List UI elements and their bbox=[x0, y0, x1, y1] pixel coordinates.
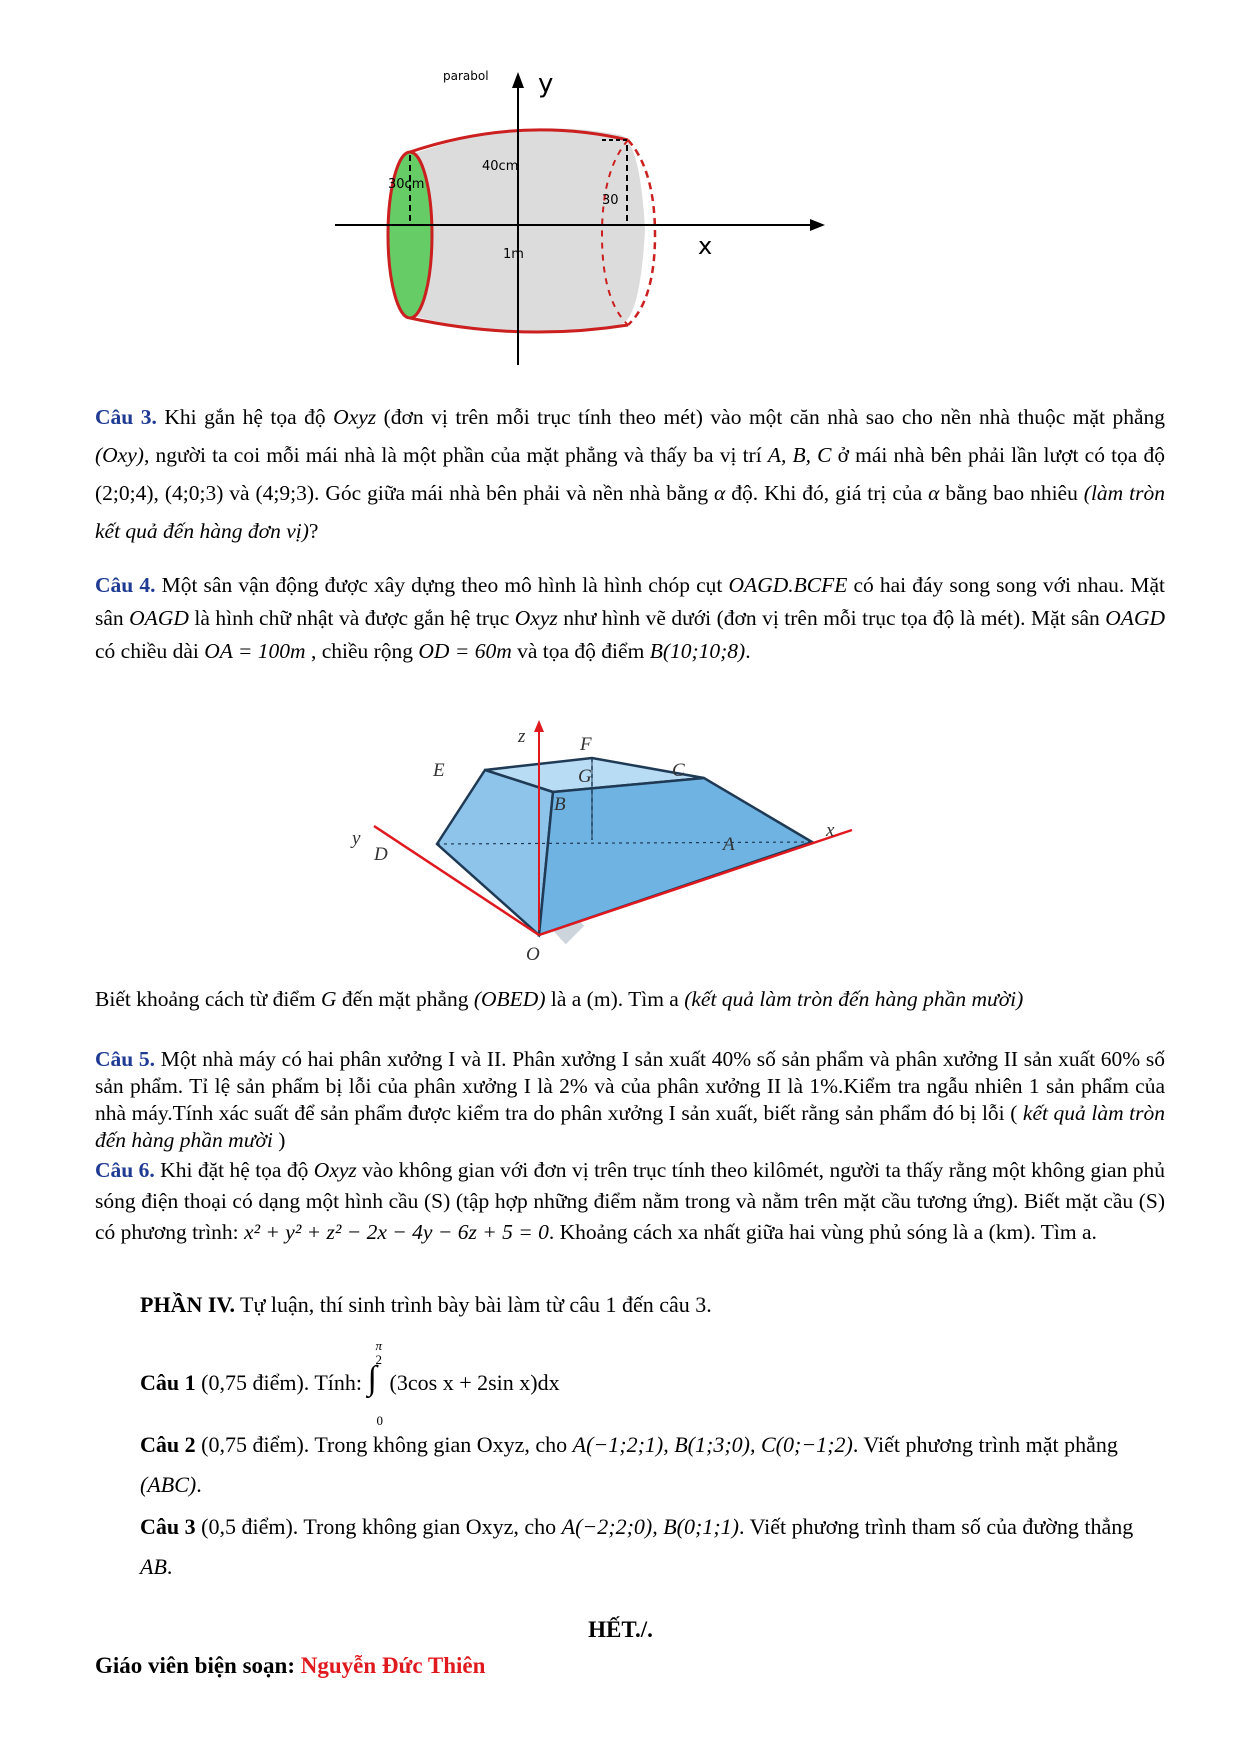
q4-base: OAGD bbox=[129, 606, 189, 630]
y-label: y bbox=[352, 828, 361, 849]
left-face bbox=[437, 770, 553, 935]
q3-text-5: . Góc giữa mái nhà bên phải và nền nhà bằng bbox=[314, 481, 715, 505]
q4-text-3: là hình chữ nhật và được gắn hệ trục bbox=[188, 606, 515, 630]
essay-2-label: Câu 2 bbox=[140, 1432, 196, 1457]
z-label: z bbox=[518, 726, 526, 747]
essay-3-text-3: . bbox=[166, 1554, 173, 1579]
q5-note: kết quả làm tròn đến hàng phần mười bbox=[95, 1101, 1165, 1152]
point-a: A bbox=[723, 834, 735, 855]
essay-2-points: A(−1;2;1), B(1;3;0), C(0;−1;2) bbox=[572, 1432, 853, 1457]
integral-upper-num: π bbox=[375, 1337, 383, 1353]
q3-alpha-2: α bbox=[928, 481, 940, 505]
essay-3 bbox=[140, 1507, 1165, 1587]
q6-text-2: vào không gian với đơn vị trên trục tính theo kilômét, người ta thấy rằng một không gian phủ sóng điện thoại có dạng một hình cầu (S) (tập hợp những điểm nằm trong và nằm trên mặt cầu tương ứng). Biết mặt cầu (S) có phương trình: bbox=[95, 1158, 1165, 1244]
question-5 bbox=[95, 1046, 1165, 1154]
essay-1-points: (0,75 điểm). Tính: bbox=[195, 1370, 368, 1395]
q4-point-b: B(10;10;8) bbox=[649, 639, 746, 663]
end-mark: HẾT./. bbox=[588, 1617, 653, 1642]
q3-text-7: bằng bao nhiêu bbox=[939, 481, 1084, 505]
essay-2-text-3: . bbox=[196, 1472, 202, 1497]
part-4-title: PHẦN IV. bbox=[140, 1292, 235, 1317]
point-b: B bbox=[554, 794, 566, 815]
q4-text-1: Một sân vận động được xây dựng theo mô hình là hình chóp cụt bbox=[155, 573, 729, 597]
barrel-right-cap bbox=[620, 135, 645, 325]
essay-2-text-2: . Viết phương trình mặt phẳng bbox=[852, 1432, 1118, 1457]
integral-lower: 0 bbox=[376, 1412, 384, 1428]
z-axis-arrow bbox=[534, 720, 544, 732]
question-5-label: Câu 5. bbox=[95, 1047, 156, 1071]
q5-end: ) bbox=[272, 1128, 286, 1152]
author-name: Nguyễn Đức Thiên bbox=[300, 1653, 486, 1678]
q3-text-3: , người ta coi mỗi mái nhà là một phần của mặt phẳng và thấy ba vị trí bbox=[143, 443, 768, 467]
q4b-note: (kết quả làm tròn đến hàng phần mười) bbox=[684, 987, 1024, 1011]
essay-2-plane: (ABC) bbox=[140, 1472, 197, 1497]
q3-text-2: (đơn vị trên mỗi trục tính theo mét) vào một căn nhà sao cho nền nhà thuộc mặt phẳng bbox=[376, 405, 1166, 429]
right-height-label: 30 bbox=[602, 193, 619, 208]
q3-text-1: Khi gắn hệ tọa độ bbox=[156, 405, 334, 429]
q4-oa: OA = 100m bbox=[204, 639, 306, 663]
q6-equation: x² + y² + z² − 2x − 4y − 6z + 5 = 0 bbox=[244, 1220, 549, 1244]
q6-text-1: Khi đặt hệ tọa độ bbox=[154, 1158, 314, 1182]
q4-text-5: có chiều dài bbox=[95, 639, 205, 663]
question-3 bbox=[95, 398, 1165, 550]
q4-text-8: . bbox=[745, 639, 751, 663]
essay-3-line: AB bbox=[140, 1554, 167, 1579]
left-height-label: 30cm bbox=[388, 177, 425, 192]
q3-oxy: (Oxy) bbox=[95, 443, 144, 467]
q4b-text-1: Biết khoảng cách từ điểm bbox=[95, 987, 321, 1011]
barrel-figure bbox=[370, 60, 840, 375]
part-4-heading bbox=[140, 1285, 1165, 1325]
question-6-label: Câu 6. bbox=[95, 1158, 155, 1182]
point-f: F bbox=[580, 734, 592, 755]
essay-2-text-1: (0,75 điểm). Trong không gian Oxyz, cho bbox=[195, 1432, 573, 1457]
x-axis-arrow bbox=[810, 219, 825, 231]
essay-3-points: A(−2;2;0), B(0;1;1) bbox=[561, 1514, 739, 1539]
essay-1 bbox=[140, 1337, 1165, 1428]
q4-text-2: có hai đáy song song với nhau. Mặt sân bbox=[95, 573, 1166, 630]
q4-text-6: , chiều rộng bbox=[305, 639, 419, 663]
point-d: D bbox=[374, 844, 388, 865]
question-4-task bbox=[95, 983, 1165, 1015]
integral-sign: ∫ π 2 0 bbox=[368, 1365, 390, 1405]
mid-height-label: 40cm bbox=[482, 159, 519, 174]
essay-2 bbox=[140, 1425, 1165, 1505]
q3-text-8: ? bbox=[308, 519, 319, 543]
q6-text-3: . Khoảng cách xa nhất giữa hai vùng phủ sóng là a (km). Tìm a. bbox=[548, 1220, 1097, 1244]
x-axis-label: x bbox=[698, 232, 713, 260]
q4b-text-3: là a (m). Tìm a bbox=[545, 987, 685, 1011]
q4-oxyz: Oxyz bbox=[514, 606, 558, 630]
length-label: 1m bbox=[503, 247, 524, 262]
q3-oxyz: Oxyz bbox=[333, 405, 377, 429]
question-3-label: Câu 3. bbox=[95, 405, 157, 429]
q4b-plane: (OBED) bbox=[473, 987, 546, 1011]
x-label: x bbox=[826, 820, 835, 841]
q4-base-2: OAGD bbox=[1105, 606, 1165, 630]
q6-oxyz: Oxyz bbox=[313, 1158, 357, 1182]
q3-text-4: ở mái nhà bên phải lần lượt có tọa độ bbox=[831, 443, 1166, 467]
q3-text-6: độ. Khi đó, giá trị của bbox=[725, 481, 929, 505]
q4b-text-2: đến mặt phẳng bbox=[336, 987, 474, 1011]
integral-upper-den: 2 bbox=[375, 1351, 383, 1367]
question-6 bbox=[95, 1155, 1165, 1248]
q4b-point-g: G bbox=[321, 987, 337, 1011]
essay-3-label: Câu 3 bbox=[140, 1514, 196, 1539]
point-g: G bbox=[578, 766, 592, 787]
q3-note: (làm tròn kết quả đến hàng đơn vị) bbox=[95, 481, 1165, 543]
q3-coords: (2;0;4), (4;0;3) và (4;9;3) bbox=[95, 481, 315, 505]
point-o: O bbox=[526, 944, 540, 965]
essay-3-text-2: . Viết phương trình tham số của đường thẳng bbox=[739, 1514, 1134, 1539]
part-4-text: Tự luận, thí sinh trình bày bài làm từ câu 1 đến câu 3. bbox=[234, 1292, 712, 1317]
author-line bbox=[95, 1653, 485, 1679]
q3-alpha: α bbox=[714, 481, 726, 505]
q4-od: OD = 60m bbox=[418, 639, 512, 663]
q4-solid: OAGD.BCFE bbox=[728, 573, 848, 597]
point-c: C bbox=[672, 760, 685, 781]
essay-1-label: Câu 1 bbox=[140, 1370, 196, 1395]
stadium-figure bbox=[352, 720, 870, 965]
y-axis-arrow bbox=[512, 72, 524, 88]
integrand: (3cos x + 2sin x)dx bbox=[389, 1370, 560, 1395]
q4-text-4: như hình vẽ dưới (đơn vị trên mỗi trục tọa độ là mét). Mặt sân bbox=[557, 606, 1106, 630]
author-label: Giáo viên biện soạn: bbox=[95, 1653, 301, 1678]
question-4 bbox=[95, 569, 1165, 668]
point-e: E bbox=[433, 760, 445, 781]
q3-points: A, B, C bbox=[767, 443, 832, 467]
q5-text: Một nhà máy có hai phân xưởng I và II. Phân xưởng I sản xuất 40% số sản phẩm và phân xưởng II sản xuất 60% số sản phẩm. Tỉ lệ sản phẩm bị lỗi của phân xưởng I là 2% và của phân xưởng II là 1%.Kiểm tra ngẫu nhiên 1 sản phẩm của nhà máy.Tính xác suất để sản phẩm được kiểm tra do phân xưởng I sản xuất, biết rằng sản phẩm đó bị lỗi ( bbox=[95, 1047, 1166, 1125]
parabol-label: parabol bbox=[443, 69, 489, 83]
y-axis-label: y bbox=[538, 69, 554, 99]
essay-3-text-1: (0,5 điểm). Trong không gian Oxyz, cho bbox=[195, 1514, 562, 1539]
question-4-label: Câu 4. bbox=[95, 573, 156, 597]
q4-text-7: và tọa độ điểm bbox=[511, 639, 650, 663]
